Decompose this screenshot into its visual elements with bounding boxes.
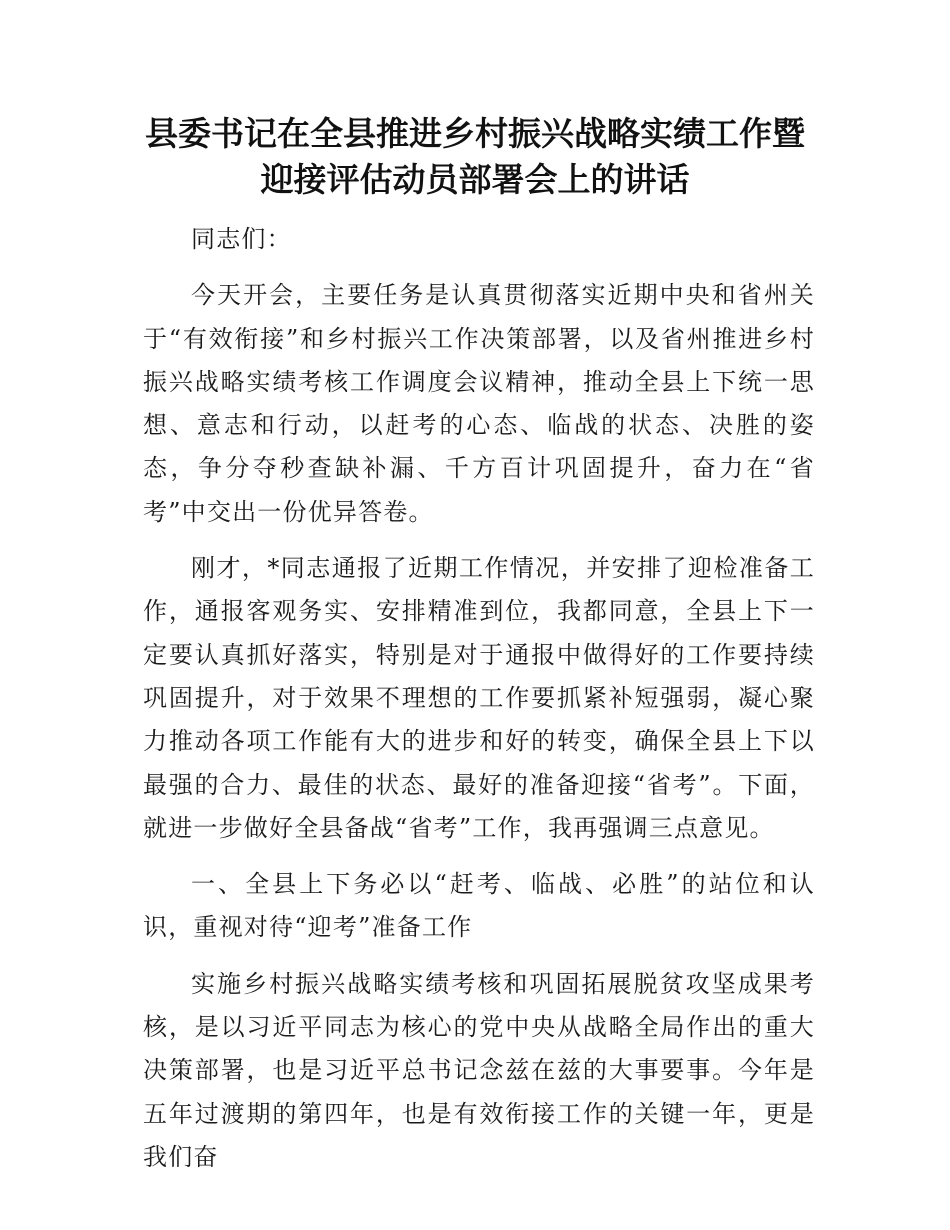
section-heading-1: 一、全县上下务必以“赶考、临战、必胜”的站位和认识，重视对待“迎考”准备工作	[143, 870, 815, 942]
document-body	[143, 218, 815, 1179]
salutation: 同志们：	[191, 225, 292, 253]
paragraph-1: 今天开会，主要任务是认真贯彻落实近期中央和省州关于“有效衔接”和乡村振兴工作决策部署，以及省州推进乡村振兴战略实绩考核工作调度会议精神，推动全县上下统一思想、意志和行动，以赶考的心态、临战的状态、决胜的姿态，争分夺秒查缺补漏、千方百计巩固提升，奋力在“省考”中交出一份优异答卷。	[143, 281, 815, 526]
paragraph-3: 实施乡村振兴战略实绩考核和巩固拓展脱贫攻坚成果考核，是以习近平同志为核心的党中央从战略全局作出的重大决策部署，也是习近平总书记念兹在兹的大事要事。今年是五年过渡期的第四年，也是有效衔接工作的关键一年，更是我们奋	[143, 969, 815, 1171]
paragraph-2: 刚才，*同志通报了近期工作情况，并安排了迎检准备工作，通报客观务实、安排精准到位，我都同意，全县上下一定要认真抓好落实，特别是对于通报中做得好的工作要持续巩固提升，对于效果不理想的工作要抓紧补短强弱，凝心聚力推动各项工作能有大的进步和好的转变，确保全县上下以最强的合力、最佳的状态、最好的准备迎接“省考”。下面，就进一步做好全县备战“省考”工作，我再强调三点意见。	[143, 554, 815, 842]
document-title-line-2: 迎接评估动员部署会上的讲话	[260, 160, 690, 199]
document-title-line-1: 县委书记在全县推进乡村振兴战略实绩工作暨	[145, 114, 805, 153]
